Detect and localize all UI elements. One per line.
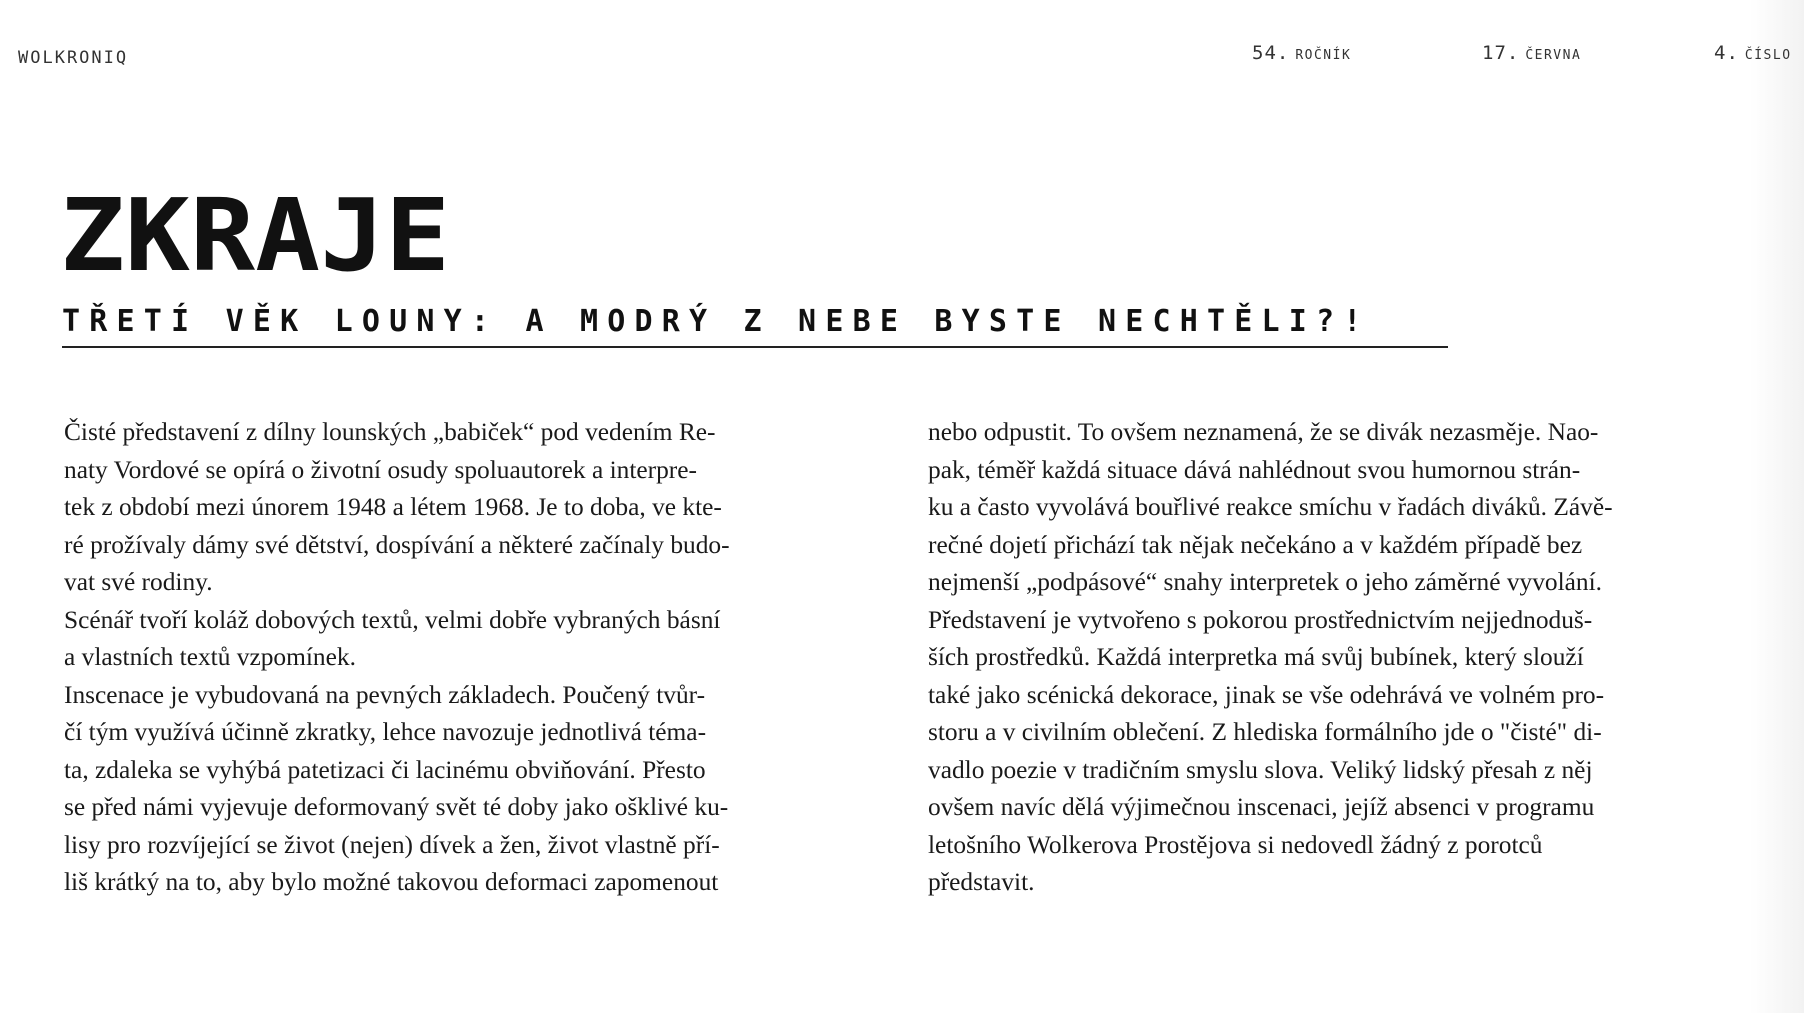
- issue-label: ČÍSLO: [1744, 48, 1792, 63]
- article-right-column: [928, 414, 1758, 902]
- date-number: 17.: [1482, 42, 1520, 64]
- section-title: ZKRAJE: [60, 177, 451, 294]
- article-text-line: Představení je vytvořeno s pokorou prostřednictvím nejjednoduš-: [928, 605, 1593, 634]
- article-text-line: pak, téměř každá situace dává nahlédnout svou humornou strán-: [928, 455, 1581, 484]
- volume-number: 54.: [1252, 42, 1290, 64]
- magazine-name: WOLKRONIQ: [18, 48, 129, 68]
- issue-info: [1714, 42, 1792, 64]
- article-text-line: vadlo poezie v tradičním smyslu slova. Veliký lidský přesah z něj: [928, 755, 1593, 784]
- article-text-line: rečné dojetí přichází tak nějak nečekáno a v každém případě bez: [928, 530, 1583, 559]
- article-text-line: ších prostředků. Každá interpretka má svůj bubínek, který slouží: [928, 643, 1584, 671]
- article-text-line: ovšem navíc dělá výjimečnou inscenaci, jejíž absenci v programu: [928, 793, 1595, 821]
- article-text-line: ré prožívaly dámy své dětství, dospívání a některé začínaly budo-: [64, 530, 730, 559]
- article-left-column: [64, 414, 884, 902]
- issue-number: 4.: [1714, 42, 1739, 64]
- article-text-line: nebo odpustit. To ovšem neznamená, že se divák nezasměje. Nao-: [928, 418, 1599, 446]
- article-text-line: ku a často vyvolává bouřlivé reakce smíchu v řadách diváků. Závě-: [928, 493, 1613, 521]
- article-text-line: Čisté představení z dílny lounských „babiček“ pod vedením Re-: [64, 418, 716, 446]
- article-text-line: naty Vordové se opírá o životní osudy spoluautorek a interpre-: [64, 455, 697, 484]
- date-month: ČERVNA: [1525, 48, 1582, 63]
- article-text-line: se před námi vyjevuje deformovaný svět té doby jako ošklivé ku-: [64, 793, 729, 821]
- article-text-line: letošního Wolkerova Prostějova si nedovedl žádný z porotců: [928, 830, 1543, 859]
- article-text-line: ta, zdaleka se vyhýbá patetizaci či lacinému obviňování. Přesto: [64, 755, 706, 784]
- article-text-line: nejmenší „podpásové“ snahy interpretek o jeho záměrné vyvolání.: [928, 568, 1603, 596]
- volume-label: ROČNÍK: [1295, 48, 1352, 63]
- volume-info: [1252, 42, 1351, 64]
- date-info: [1482, 42, 1581, 64]
- article-text-line: také jako scénická dekorace, jinak se vše odehrává ve volném pro-: [928, 680, 1605, 709]
- subtitle-underline: [62, 346, 1448, 348]
- article-text-line: čí tým využívá účinně zkratky, lehce navozuje jednotlivá téma-: [64, 718, 707, 746]
- article-text-line: Inscenace je vybudovaná na pevných základech. Poučený tvůr-: [64, 680, 706, 709]
- article-subtitle: TŘETÍ VĚK LOUNY: A MODRÝ Z NEBE BYSTE NECHTĚLI?!: [62, 304, 1371, 339]
- article-text-line: Scénář tvoří koláž dobových textů, velmi dobře vybraných básní: [64, 605, 721, 634]
- article-text-line: storu a v civilním oblečení. Z hlediska formálního jde o "čisté" di-: [928, 718, 1602, 746]
- article-text-line: vat své rodiny.: [64, 568, 213, 596]
- article-text-line: liš krátký na to, aby bylo možné takovou deformaci zapomenout: [64, 868, 719, 896]
- article-text-line: a vlastních textů vzpomínek.: [64, 643, 356, 671]
- article-text-line: tek z období mezi únorem 1948 a létem 1968. Je to doba, ve kte-: [64, 493, 722, 521]
- article-text-line: představit.: [928, 868, 1035, 896]
- article-text-line: lisy pro rozvíjející se život (nejen) dívek a žen, život vlastně pří-: [64, 830, 720, 859]
